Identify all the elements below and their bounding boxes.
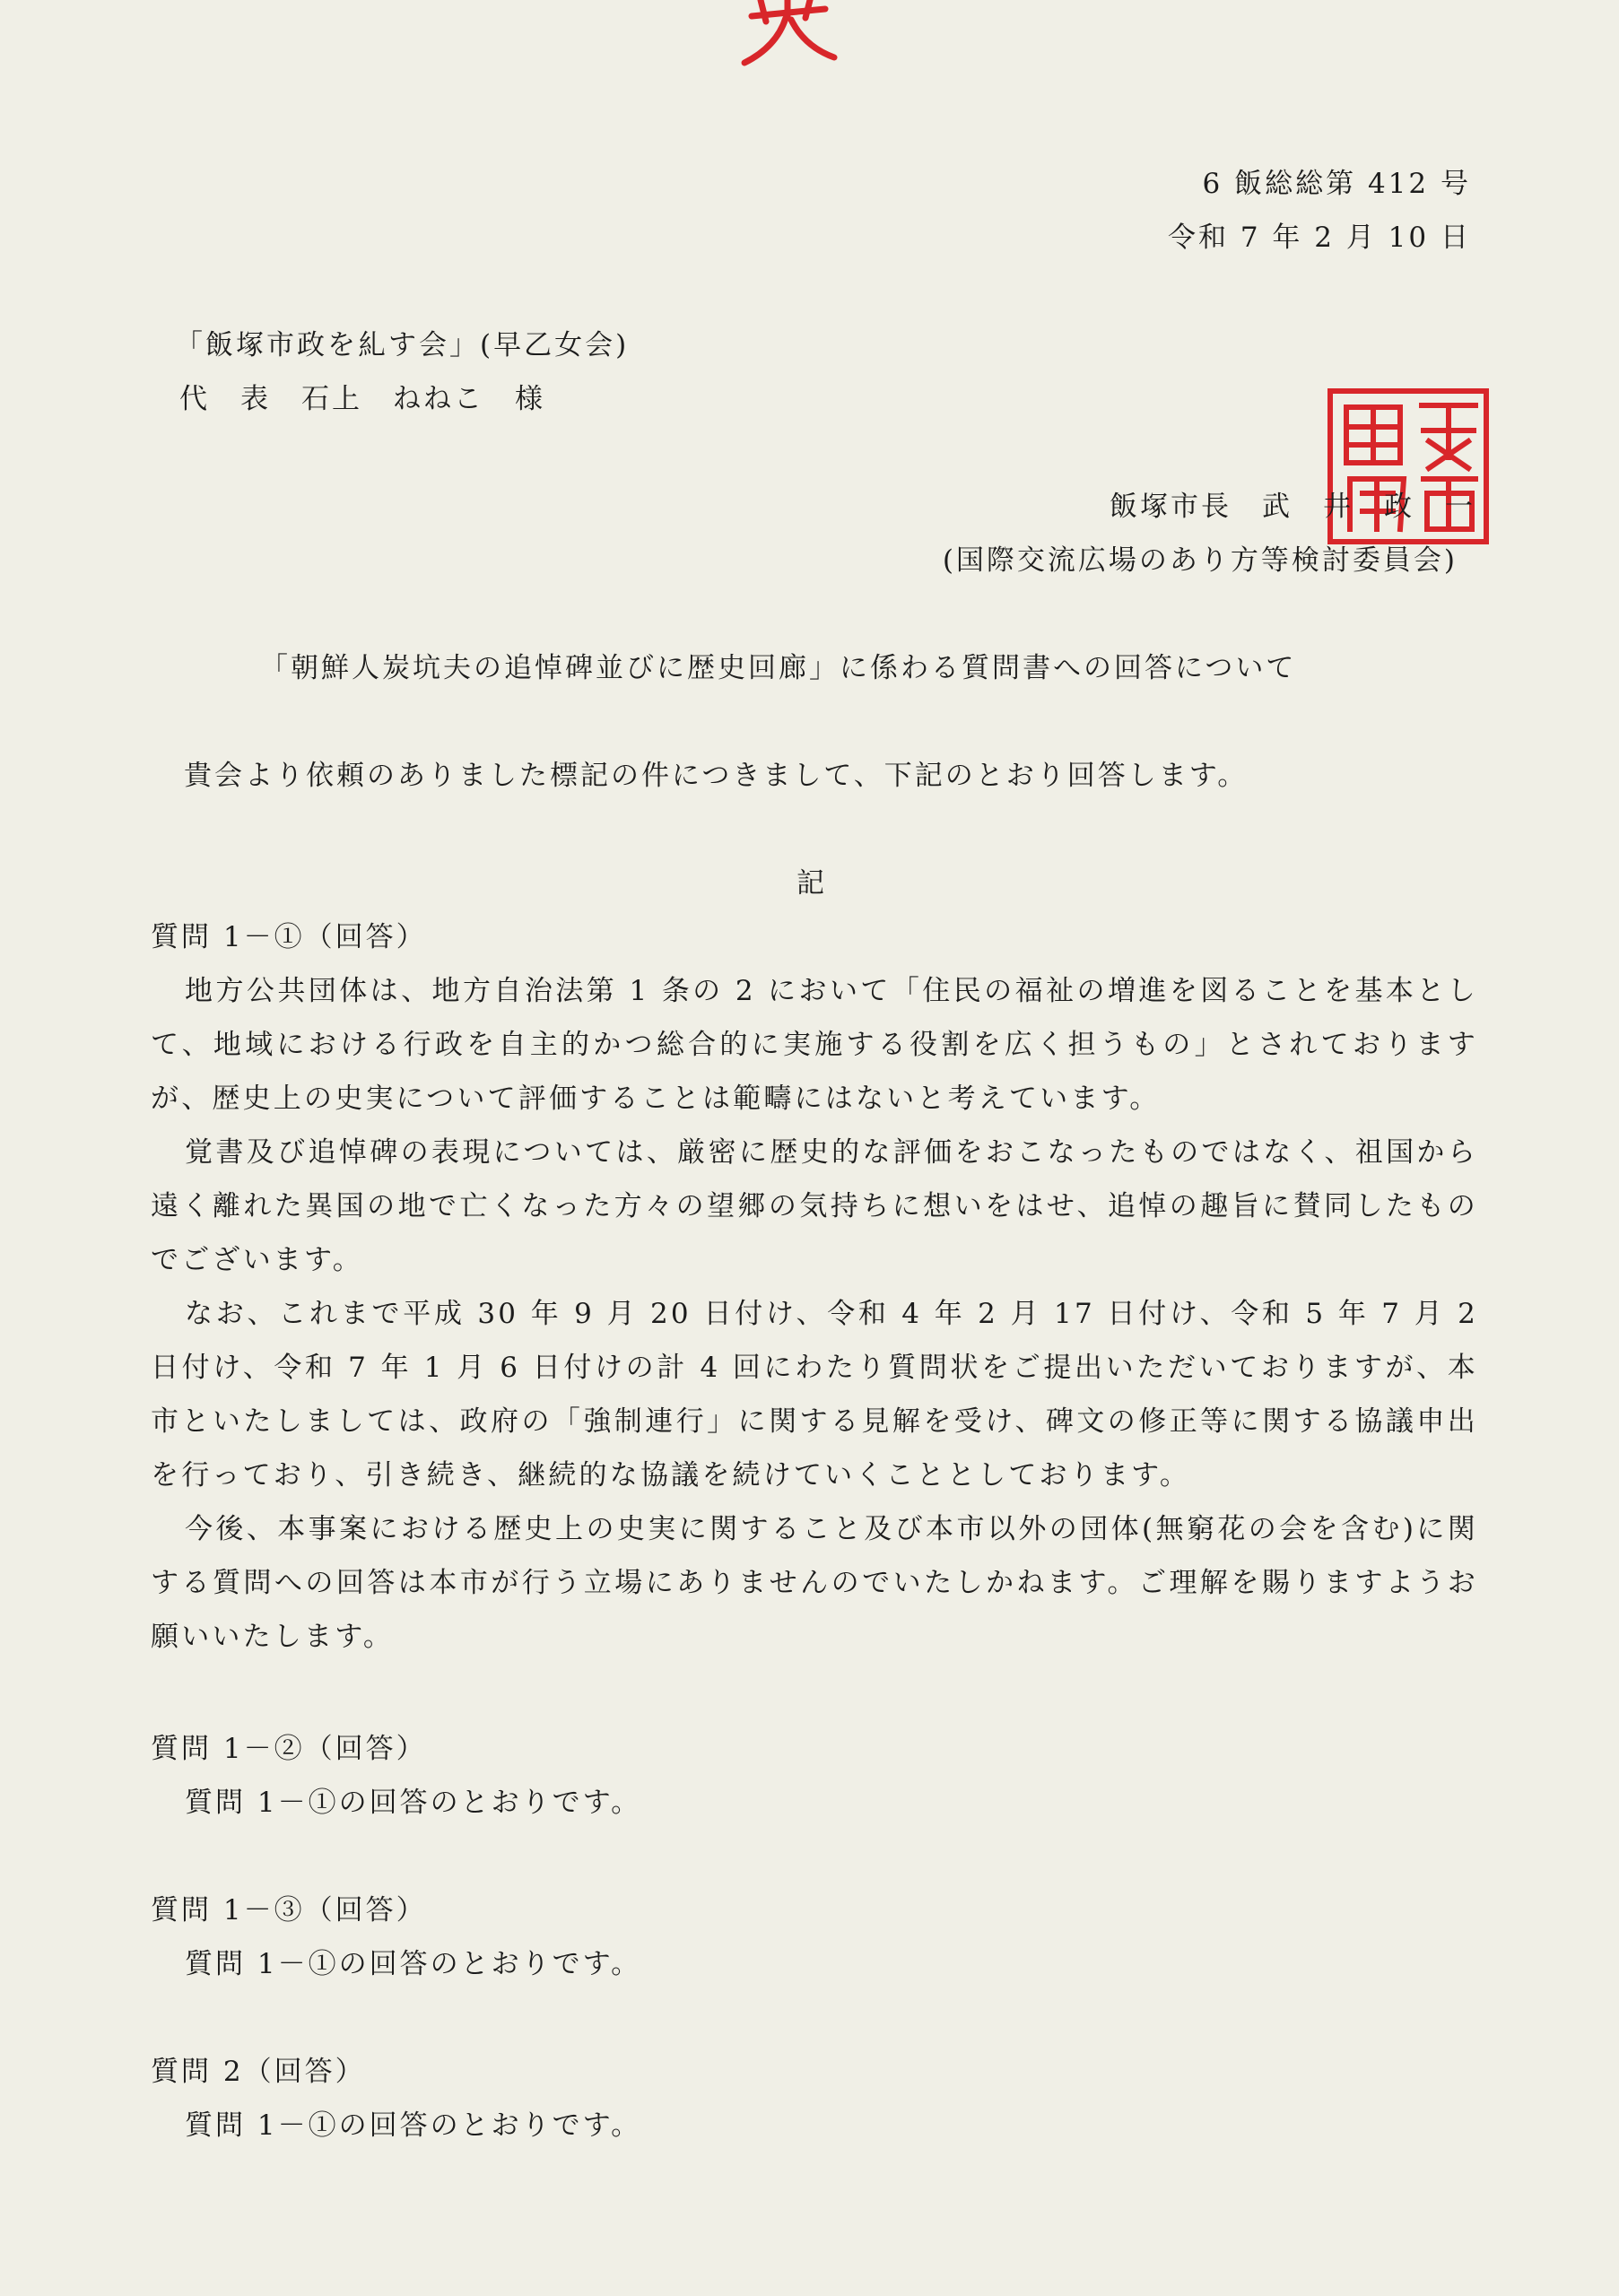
question-2-heading: 質問 2（回答） <box>151 2056 366 2088</box>
question-1-3-heading: 質問 1－③（回答） <box>151 1894 427 1926</box>
question-2-answer: 質問 1－①の回答のとおりです。 <box>185 2109 642 2142</box>
top-red-stamp-icon <box>736 0 843 76</box>
question-1-1-heading: 質問 1－①（回答） <box>151 921 427 953</box>
sender-name: 飯塚市長 武 井 政 一 <box>1110 491 1475 523</box>
q1-1-paragraph: 今後、本事案における歴史上の史実に関すること及び本市以外の団体(無窮花の会を含む)に関する質問への回答は本市が行う立場にありませんのでいたしかねます。ご理解を賜りますようお願いいたします。 <box>151 1513 1478 1653</box>
recipient-organization: 「飯塚市政を糺す会」(早乙女会) <box>175 329 630 361</box>
q1-1-paragraph: なお、これまで平成 30 年 9 月 20 日付け、令和 4 年 2 月 17 日付け、令和 5 年 7 月 2 日付け、令和 7 年 1 月 6 日付けの計 4 回にわたり質問状をご提出いただいておりますが、本市といたしましては、政府の「強制連行」に関する見解を受け、碑文の修正等に関する協議申出を行っており、引き続き、継続的な協議を続けていくこととしております。 <box>151 1298 1478 1492</box>
reference-number: 6 飯総総第 412 号 <box>1202 168 1471 200</box>
q1-1-paragraph: 地方公共団体は、地方自治法第 1 条の 2 において「住民の福祉の増進を図ることを基本として、地域における行政を自主的かつ総合的に実施する役割を広く担うもの」とされておりますが、歴史上の史実について評価することは範疇にはないと考えています。 <box>151 975 1478 1115</box>
q1-1-paragraph: 覚書及び追悼碑の表現については、厳密に歴史的な評価をおこなったものではなく、祖国から遠く離れた異国の地で亡くなった方々の望郷の気持ちに想いをはせ、追悼の趣旨に賛同したものでございます。 <box>151 1136 1478 1276</box>
question-1-3-answer: 質問 1－①の回答のとおりです。 <box>185 1948 642 1980</box>
intro-sentence: 貴会より依頼のありました標記の件につきまして、下記のとおり回答します。 <box>184 760 1249 792</box>
question-1-2-answer: 質問 1－①の回答のとおりです。 <box>185 1787 642 1819</box>
recipient-name: 代 表 石上 ねねこ 様 <box>179 383 545 415</box>
mayor-seal-icon <box>1323 386 1493 547</box>
sender-committee: (国際交流広場のあり方等検討委員会) <box>942 544 1458 577</box>
question-1-2-heading: 質問 1－②（回答） <box>151 1733 427 1765</box>
subject-title: 「朝鮮人炭坑夫の追悼碑並びに歴史回廊」に係わる質問書への回答について <box>260 652 1297 684</box>
document-date: 令和 7 年 2 月 10 日 <box>1167 222 1471 254</box>
ki-marker: 記 <box>796 867 827 900</box>
